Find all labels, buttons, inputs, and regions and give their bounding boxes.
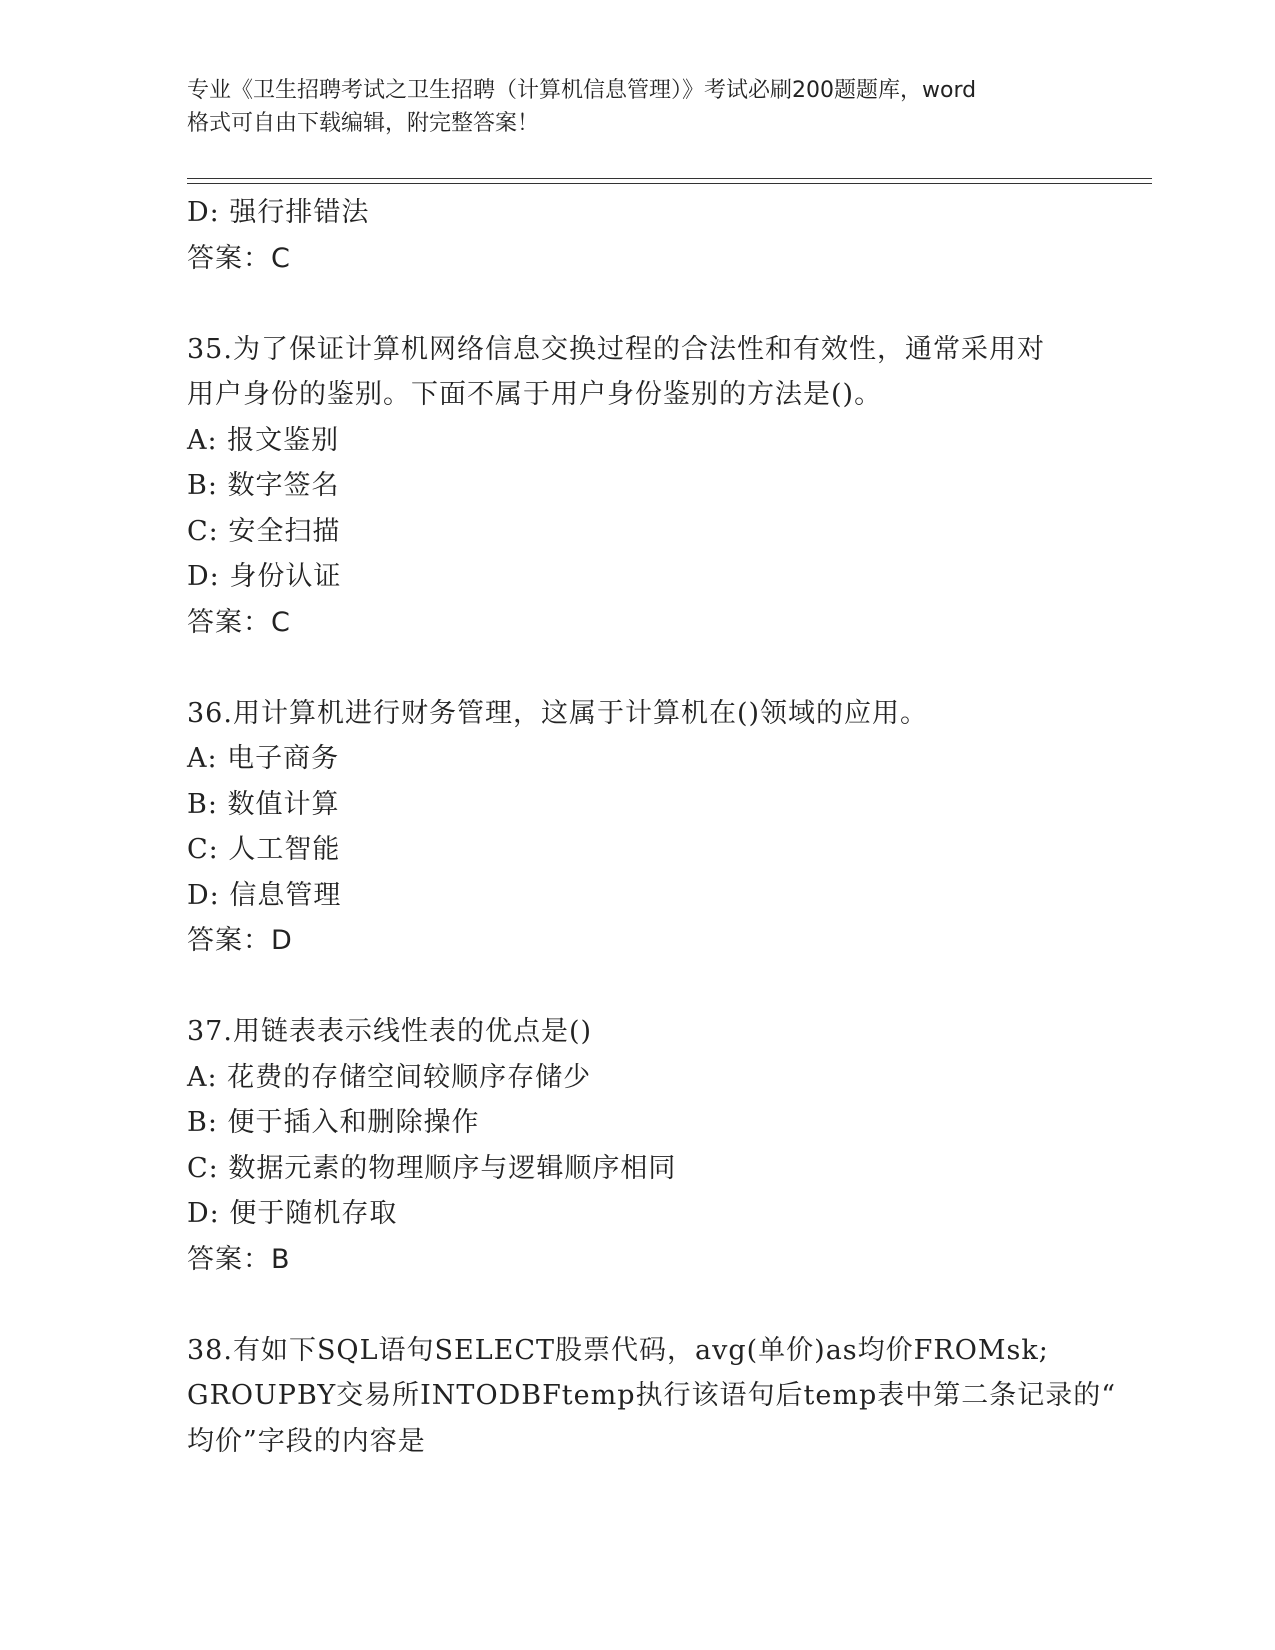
option-d: D: 身份认证 xyxy=(187,561,342,592)
question-stem: 37.用链表表示线性表的优点是() xyxy=(187,1016,593,1047)
spacer xyxy=(187,645,1087,691)
document-header xyxy=(187,74,1087,140)
option-a: A: 电子商务 xyxy=(187,743,340,774)
header-rule-bottom xyxy=(187,183,1152,184)
option-a: A: 报文鉴别 xyxy=(187,424,340,456)
answer-line: 答案：C xyxy=(187,242,291,274)
option-b: B: 数值计算 xyxy=(187,788,340,820)
question-stem: 35.为了保证计算机网络信息交换过程的合法性和有效性，通常采用对 xyxy=(187,333,1045,365)
question-35 xyxy=(187,327,1087,646)
option-a: A: 花费的存储空间较顺序存储少 xyxy=(187,1061,592,1093)
answer-line: 答案：B xyxy=(187,1243,291,1275)
answer-line: 答案：D xyxy=(187,925,293,956)
question-stem: 均价”字段的内容是 xyxy=(187,1425,426,1457)
option-d: D: 便于随机存取 xyxy=(187,1198,398,1229)
option-c: C: 安全扫描 xyxy=(187,515,341,547)
option-d: D: 信息管理 xyxy=(187,879,342,911)
option-c: C: 数据元素的物理顺序与逻辑顺序相同 xyxy=(187,1152,677,1184)
question-stem: 用户身份的鉴别。下面不属于用户身份鉴别的方法是()。 xyxy=(187,379,883,410)
option-b: B: 便于插入和删除操作 xyxy=(187,1107,480,1138)
question-stem: 38.有如下SQL语句SELECT股票代码，avg(单价)as均价FROMsk; xyxy=(187,1334,1049,1366)
header-rule-top xyxy=(187,178,1152,179)
question-36 xyxy=(187,691,1087,964)
header-line-2: 格式可自由下载编辑，附完整答案！ xyxy=(187,111,540,136)
question-content xyxy=(187,190,1117,1464)
question-37 xyxy=(187,1009,1087,1282)
option-d: D: 强行排错法 xyxy=(187,197,370,228)
header-line-1: 专业《卫生招聘考试之卫生招聘（计算机信息管理）》考试必刷200题题库，word xyxy=(187,78,977,103)
question-stem: 36.用计算机进行财务管理，这属于计算机在()领域的应用。 xyxy=(187,697,929,729)
spacer xyxy=(187,281,1087,327)
question-38 xyxy=(187,1328,1117,1465)
answer-line: 答案：C xyxy=(187,606,291,638)
option-b: B: 数字签名 xyxy=(187,470,340,501)
option-c: C: 人工智能 xyxy=(187,834,341,865)
spacer xyxy=(187,1282,1087,1328)
spacer xyxy=(187,964,1087,1010)
question-stem: GROUPBY交易所INTODBFtemp执行该语句后temp表中第二条记录的“ xyxy=(187,1380,1117,1411)
